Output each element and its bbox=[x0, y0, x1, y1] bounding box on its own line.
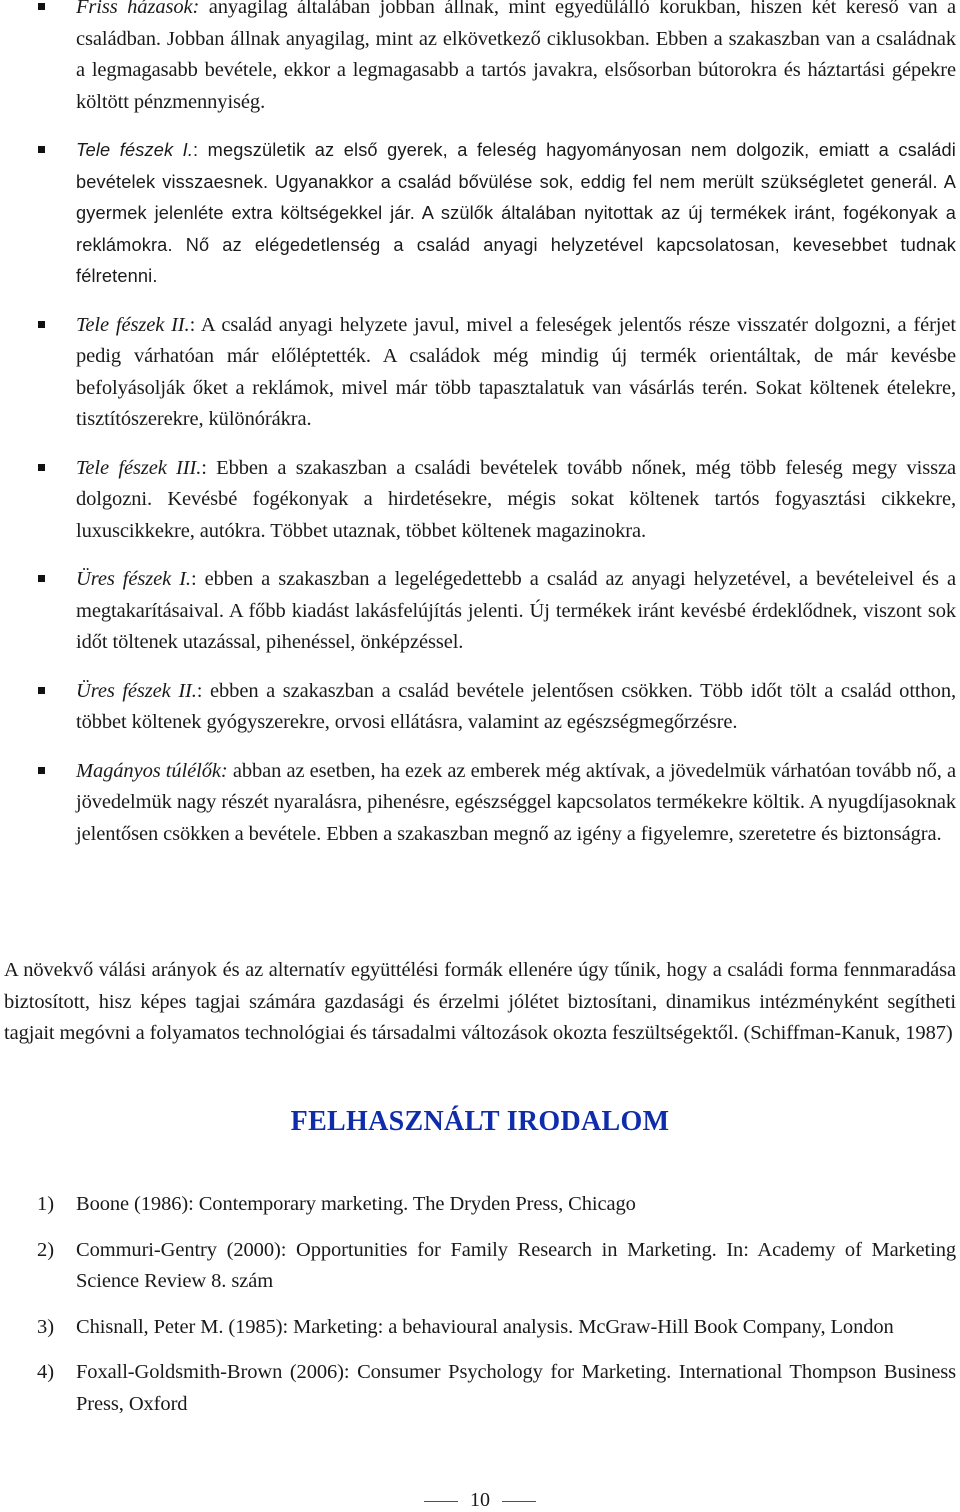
summary-paragraph: A növekvő válási arányok és az alternatív együttélési formák ellenére úgy tűnik, hogy a családi forma fennmaradása biztosított, hisz képes tagjai számára gazdasági és érzelmi jólétet biztosítani, dinamikus intézményként segítheti tagjait megóvni a folyamatos technológiai és társadalmi változások okozta feszültségektől. (Schiffman-Kanuk, 1987) bbox=[4, 959, 956, 1044]
reference-number: 1) bbox=[37, 1193, 55, 1215]
references-list bbox=[0, 1189, 960, 1434]
list-item bbox=[0, 564, 960, 659]
page-number: 10 bbox=[470, 1489, 490, 1511]
list-item-term: Üres fészek II. bbox=[76, 679, 197, 702]
list-item bbox=[0, 310, 960, 436]
reference-item bbox=[0, 1357, 960, 1420]
reference-item bbox=[0, 1189, 960, 1221]
reference-number: 2) bbox=[37, 1238, 55, 1261]
square-bullet-icon bbox=[38, 767, 45, 774]
list-item-term: Tele fészek II. bbox=[76, 313, 190, 336]
reference-item bbox=[0, 1312, 960, 1344]
square-bullet-icon bbox=[38, 687, 45, 694]
list-item-text: : ebben a szakaszban a család bevétele jelentősen csökken. Több időt tölt a család otthon, többet költenek gyógyszerekre, orvosi ellátásra, valamint az egészségmegőrzésre. bbox=[76, 679, 956, 733]
list-item bbox=[0, 676, 960, 739]
list-item-text: : Ebben a szakaszban a családi bevételek tovább nőnek, még több feleség megy vissza dolgozni. Kevésbé fogékonyak a hirdetésekre, mégis sokat költenek tartós fogyasztási cikkekre, luxuscikkekre, autókra. Többet utaznak, többet költenek magazinokra. bbox=[76, 456, 956, 542]
list-item-text: abban az esetben, ha ezek az emberek még aktívak, a jövedelmük várhatóan tovább nő, a jövedelmük nagy részét nyaralásra, pihenésre, egészséggel kapcsolatos termékekre költik. A nyugdíjasoknak jelentősen csökken a bevétele. Ebben a szakaszban megnő az igény a figyelemre, szeretetre és biztonságra. bbox=[76, 759, 956, 845]
square-bullet-icon bbox=[38, 464, 45, 471]
list-item-text: : A család anyagi helyzete javul, mivel a feleségek jelentős része visszatér dolgozni, a férjet pedig várhatóan már előléptették. A családok még mindig új termék orientáltak, de már kevésbe befolyásolják őket a reklámok, mivel már több tapasztalatuk van vásárlás terén. Sokat költenek ételekre, tisztítószerekre, különórákra. bbox=[76, 313, 956, 430]
footer-rule-left bbox=[424, 1501, 458, 1502]
reference-text: Foxall-Goldsmith-Brown (2006): Consumer Psychology for Marketing. International Thompson Business Press, Oxford bbox=[76, 1361, 956, 1415]
page-footer bbox=[0, 1488, 960, 1512]
list-item-text: : ebben a szakaszban a legelégedettebb a család az anyagi helyzetével, a bevételeivel és a megtakarításaival. A főbb kiadást lakásfelújítás jelenti. Új termékek iránt kevésbé érdeklődnek, viszont sok időt töltenek utazással, pihenéssel, önképzéssel. bbox=[76, 568, 956, 653]
list-item-term: Tele fészek III. bbox=[76, 456, 202, 479]
footer-rule-right bbox=[502, 1501, 536, 1502]
square-bullet-icon bbox=[38, 575, 45, 582]
list-item-text: anyagilag általában jobban állnak, mint egyedülálló korukban, hiszen két kereső van a családban. Jobban állnak anyagilag, mint az elkövetkező ciklusokban. Ebben a szakaszban van a családnak a legmagasabb bevétele, ekkor a legmagasabb a tartós javakra, elsősorban bútorokra és háztartási gépekre költött pénzmennyiség. bbox=[76, 0, 956, 113]
reference-number: 3) bbox=[37, 1315, 55, 1338]
reference-number: 4) bbox=[37, 1361, 55, 1383]
list-item-term: Magányos túlélők: bbox=[76, 759, 228, 782]
list-item bbox=[0, 453, 960, 548]
reference-text: Boone (1986): Contemporary marketing. The Dryden Press, Chicago bbox=[76, 1193, 636, 1215]
reference-text: Commuri-Gentry (2000): Opportunities for Family Research in Marketing. In: Academy of Marketing Science Review 8. szám bbox=[76, 1238, 956, 1292]
square-bullet-icon bbox=[38, 146, 45, 153]
reference-item bbox=[0, 1235, 960, 1298]
square-bullet-icon bbox=[38, 3, 45, 10]
list-item-term: Üres fészek I. bbox=[76, 568, 191, 590]
list-item-term: Tele fészek I. bbox=[76, 140, 194, 160]
list-item bbox=[0, 756, 960, 851]
references-heading: FELHASZNÁLT IRODALOM bbox=[290, 1106, 670, 1137]
reference-text: Chisnall, Peter M. (1985): Marketing: a behavioural analysis. McGraw-Hill Book Company, London bbox=[76, 1315, 894, 1338]
list-item bbox=[0, 0, 960, 118]
list-item-text: : megszületik az első gyerek, a feleség hagyományosan nem dolgozik, emiatt a családi bevételek visszaesnek. Ugyanakkor a család bővülése sok, eddig fel nem merült szükségletet generál. A gyermek jelenléte extra költségekkel jár. A szülők általában nyitottak az új termékek iránt, fogékonyak a reklámokra. Nő az elégedetlenség a család anyagi helyzetével kapcsolatosan, kevesebbet tudnak félretenni. bbox=[76, 140, 956, 286]
list-item bbox=[0, 135, 960, 293]
square-bullet-icon bbox=[38, 321, 45, 328]
list-item-term: Friss házasok: bbox=[76, 0, 200, 18]
